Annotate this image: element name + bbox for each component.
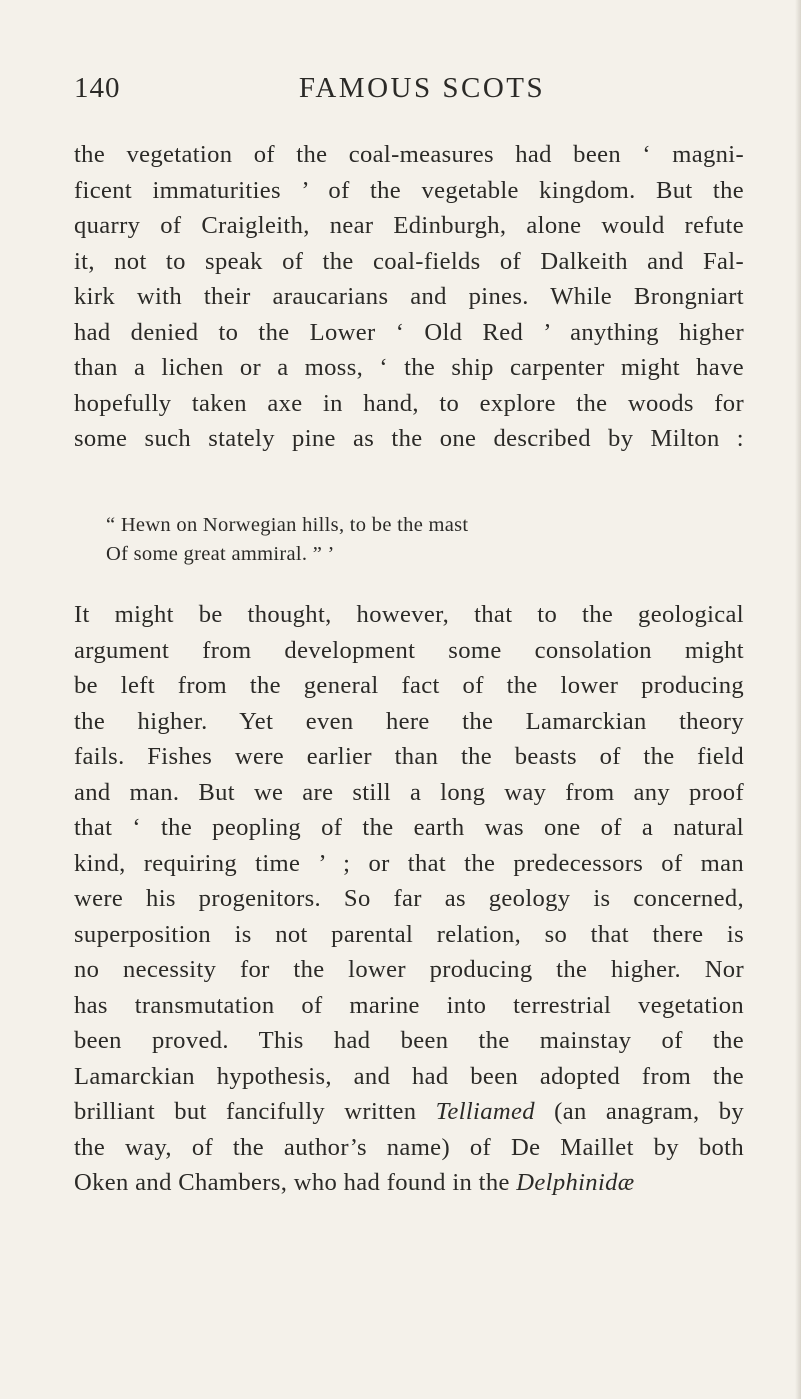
text-line: than a lichen or a moss, ‘ the ship carpenter might have [74, 354, 744, 381]
text-line: Lamarckian hypothesis, and had been adopted from the [74, 1062, 744, 1090]
text-line: some such stately pine as the one described by Milton : [74, 425, 744, 452]
text-line-delphinidae [74, 1165, 744, 1201]
text-line: ficent immaturities ’ of the vegetable kingdom. But the [74, 176, 744, 204]
page-number: 140 [74, 72, 121, 104]
text-line: quarry of Craigleith, near Edinburgh, alone would refute [74, 212, 744, 239]
text-line: the way, of the author’s name) of De Maillet by both [74, 1133, 744, 1161]
page-edge-shadow [795, 0, 801, 1399]
text-line: the higher. Yet even here the Lamarckian theory [74, 707, 744, 735]
text-line: hopefully taken axe in hand, to explore the woods for [74, 389, 744, 417]
block-quote [106, 511, 468, 569]
text-line: superposition is not parental relation, so that there is [74, 920, 744, 948]
text-line: no necessity for the lower producing the higher. Nor [74, 956, 744, 983]
text-line: and man. But we are still a long way from any proof [74, 778, 744, 806]
text-line: be left from the general fact of the lower producing [74, 672, 744, 699]
text-line: fails. Fishes were earlier than the beasts of the field [74, 743, 744, 770]
italic-title-telliamed: Telliamed [435, 1098, 535, 1125]
text-line: it, not to speak of the coal-fields of Dalkeith and Fal- [74, 247, 744, 275]
text-line: has transmutation of marine into terrestrial vegetation [74, 991, 744, 1019]
page-header [74, 72, 744, 112]
text-line: had denied to the Lower ‘ Old Red ’ anything higher [74, 318, 744, 346]
text-line-telliamed [74, 1094, 744, 1130]
paragraph-1 [74, 137, 744, 457]
paragraph-2 [74, 597, 744, 1201]
text-line: It might be thought, however, that to the geological [74, 601, 744, 628]
text-line: that ‘ the peopling of the earth was one of a natural [74, 814, 744, 841]
running-head: FAMOUS SCOTS [298, 72, 546, 104]
text-line: the vegetation of the coal-measures had been ‘ magni- [74, 141, 744, 168]
text-line: been proved. This had been the mainstay of the [74, 1027, 744, 1054]
italic-term-delphinidae: Delphinidæ [516, 1169, 635, 1196]
text-line: argument from development some consolation might [74, 636, 744, 664]
text-segment: brilliant but fancifully written [74, 1098, 436, 1125]
quote-line: “ Hewn on Norwegian hills, to be the mast [106, 514, 469, 536]
text-line: kirk with their araucarians and pines. While Brongniart [74, 283, 744, 310]
text-segment: Oken and Chambers, who had found in the [74, 1169, 517, 1196]
quote-line: Of some great ammiral. ” ’ [106, 543, 335, 565]
text-line: were his progenitors. So far as geology is concerned, [74, 885, 744, 912]
text-segment: (an anagram, by [534, 1098, 744, 1125]
text-line: kind, requiring time ’ ; or that the predecessors of man [74, 849, 744, 877]
